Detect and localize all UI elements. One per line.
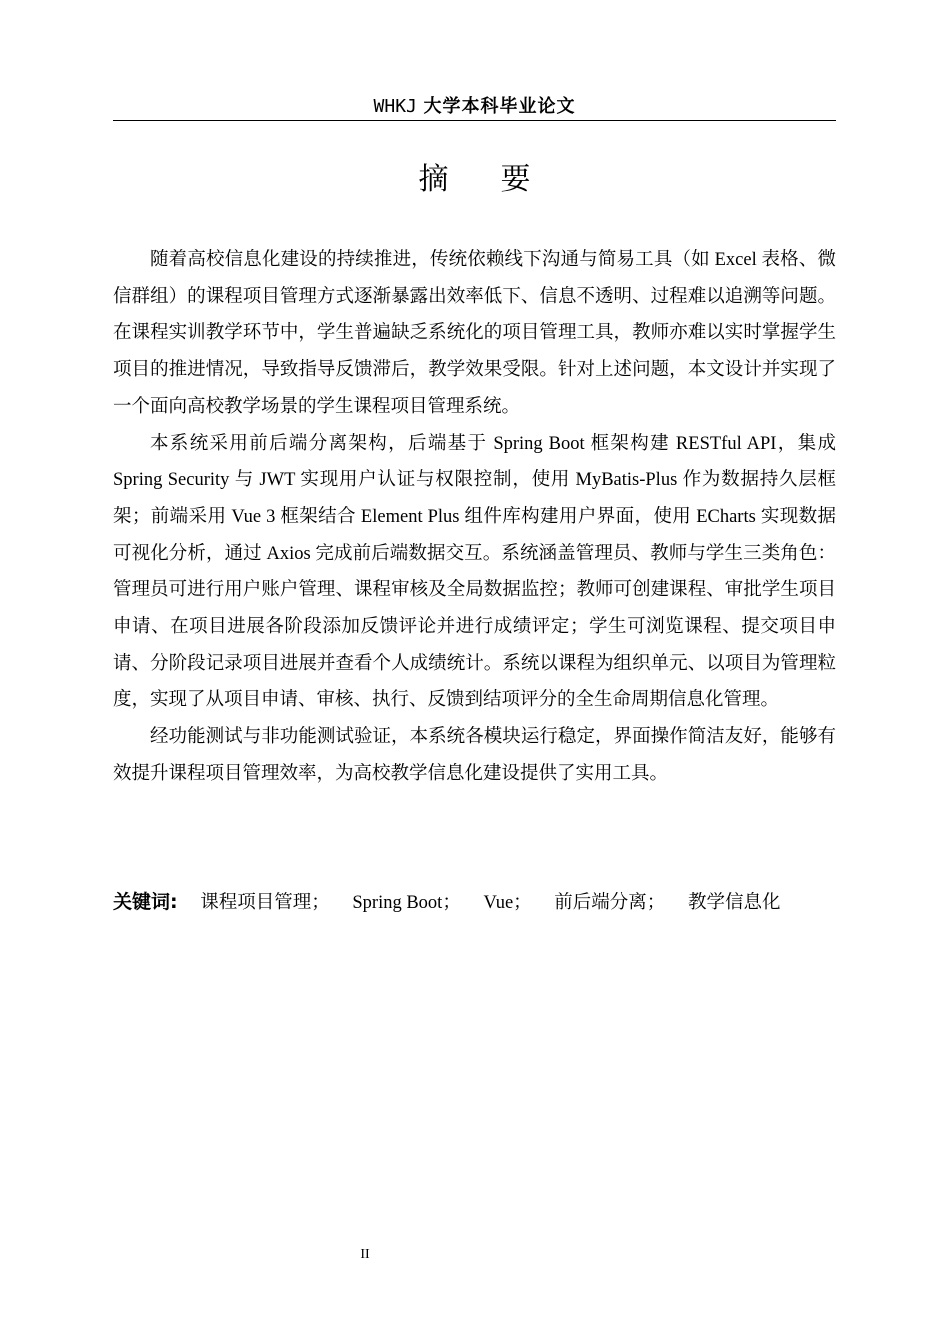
header-rule	[113, 120, 836, 121]
abstract-title: 摘要	[418, 162, 583, 197]
keyword-item: 教学信息化	[687, 893, 781, 913]
keyword-item: Vue；	[483, 893, 532, 913]
abstract-body	[113, 242, 836, 793]
running-header	[113, 94, 836, 119]
page-number: II	[360, 1247, 370, 1262]
keywords-label: 关键词:	[113, 891, 178, 913]
keyword-item: Spring Boot；	[352, 893, 461, 913]
header-school-title: 大学本科毕业论文	[423, 96, 576, 117]
abstract-paragraph-1: 随着高校信息化建设的持续推进，传统依赖线下沟通与简易工具（如 Excel 表格、微信群组）的课程项目管理方式逐渐暴露出效率低下、信息不透明、过程难以追溯等问题。在课程实训教学环节中，学生普遍缺乏系统化的项目管理工具，教师亦难以实时掌握学生项目的推进情况，导致指导反馈滞后，教学效果受限。针对上述问题，本文设计并实现了一个面向高校教学场景的学生课程项目管理系统。	[113, 250, 836, 417]
abstract-paragraph-3: 经功能测试与非功能测试验证，本系统各模块运行稳定，界面操作简洁友好，能够有效提升课程项目管理效率，为高校教学信息化建设提供了实用工具。	[113, 727, 836, 784]
header-prefix: WHKJ	[373, 96, 417, 117]
keywords-line	[113, 884, 836, 921]
keyword-item: 课程项目管理；	[200, 893, 330, 913]
abstract-paragraph-2: 本系统采用前后端分离架构，后端基于 Spring Boot 框架构建 RESTful API，集成 Spring Security 与 JWT 实现用户认证与权限控制，使用 MyBatis-Plus 作为数据持久层框架；前端采用 Vue 3 框架结合 Element Plus 组件库构建用户界面，使用 ECharts 实现数据可视化分析，通过 Axios 完成前后端数据交互。系统涵盖管理员、教师与学生三类角色：管理员可进行用户账户管理、课程审核及全局数据监控；教师可创建课程、审批学生项目申请、在项目进展各阶段添加反馈评论并进行成绩评定；学生可浏览课程、提交项目申请、分阶段记录项目进展并查看个人成绩统计。系统以课程为组织单元、以项目为管理粒度，实现了从项目申请、审核、执行、反馈到结项评分的全生命周期信息化管理。	[113, 433, 836, 711]
keyword-item: 前后端分离；	[554, 893, 666, 913]
